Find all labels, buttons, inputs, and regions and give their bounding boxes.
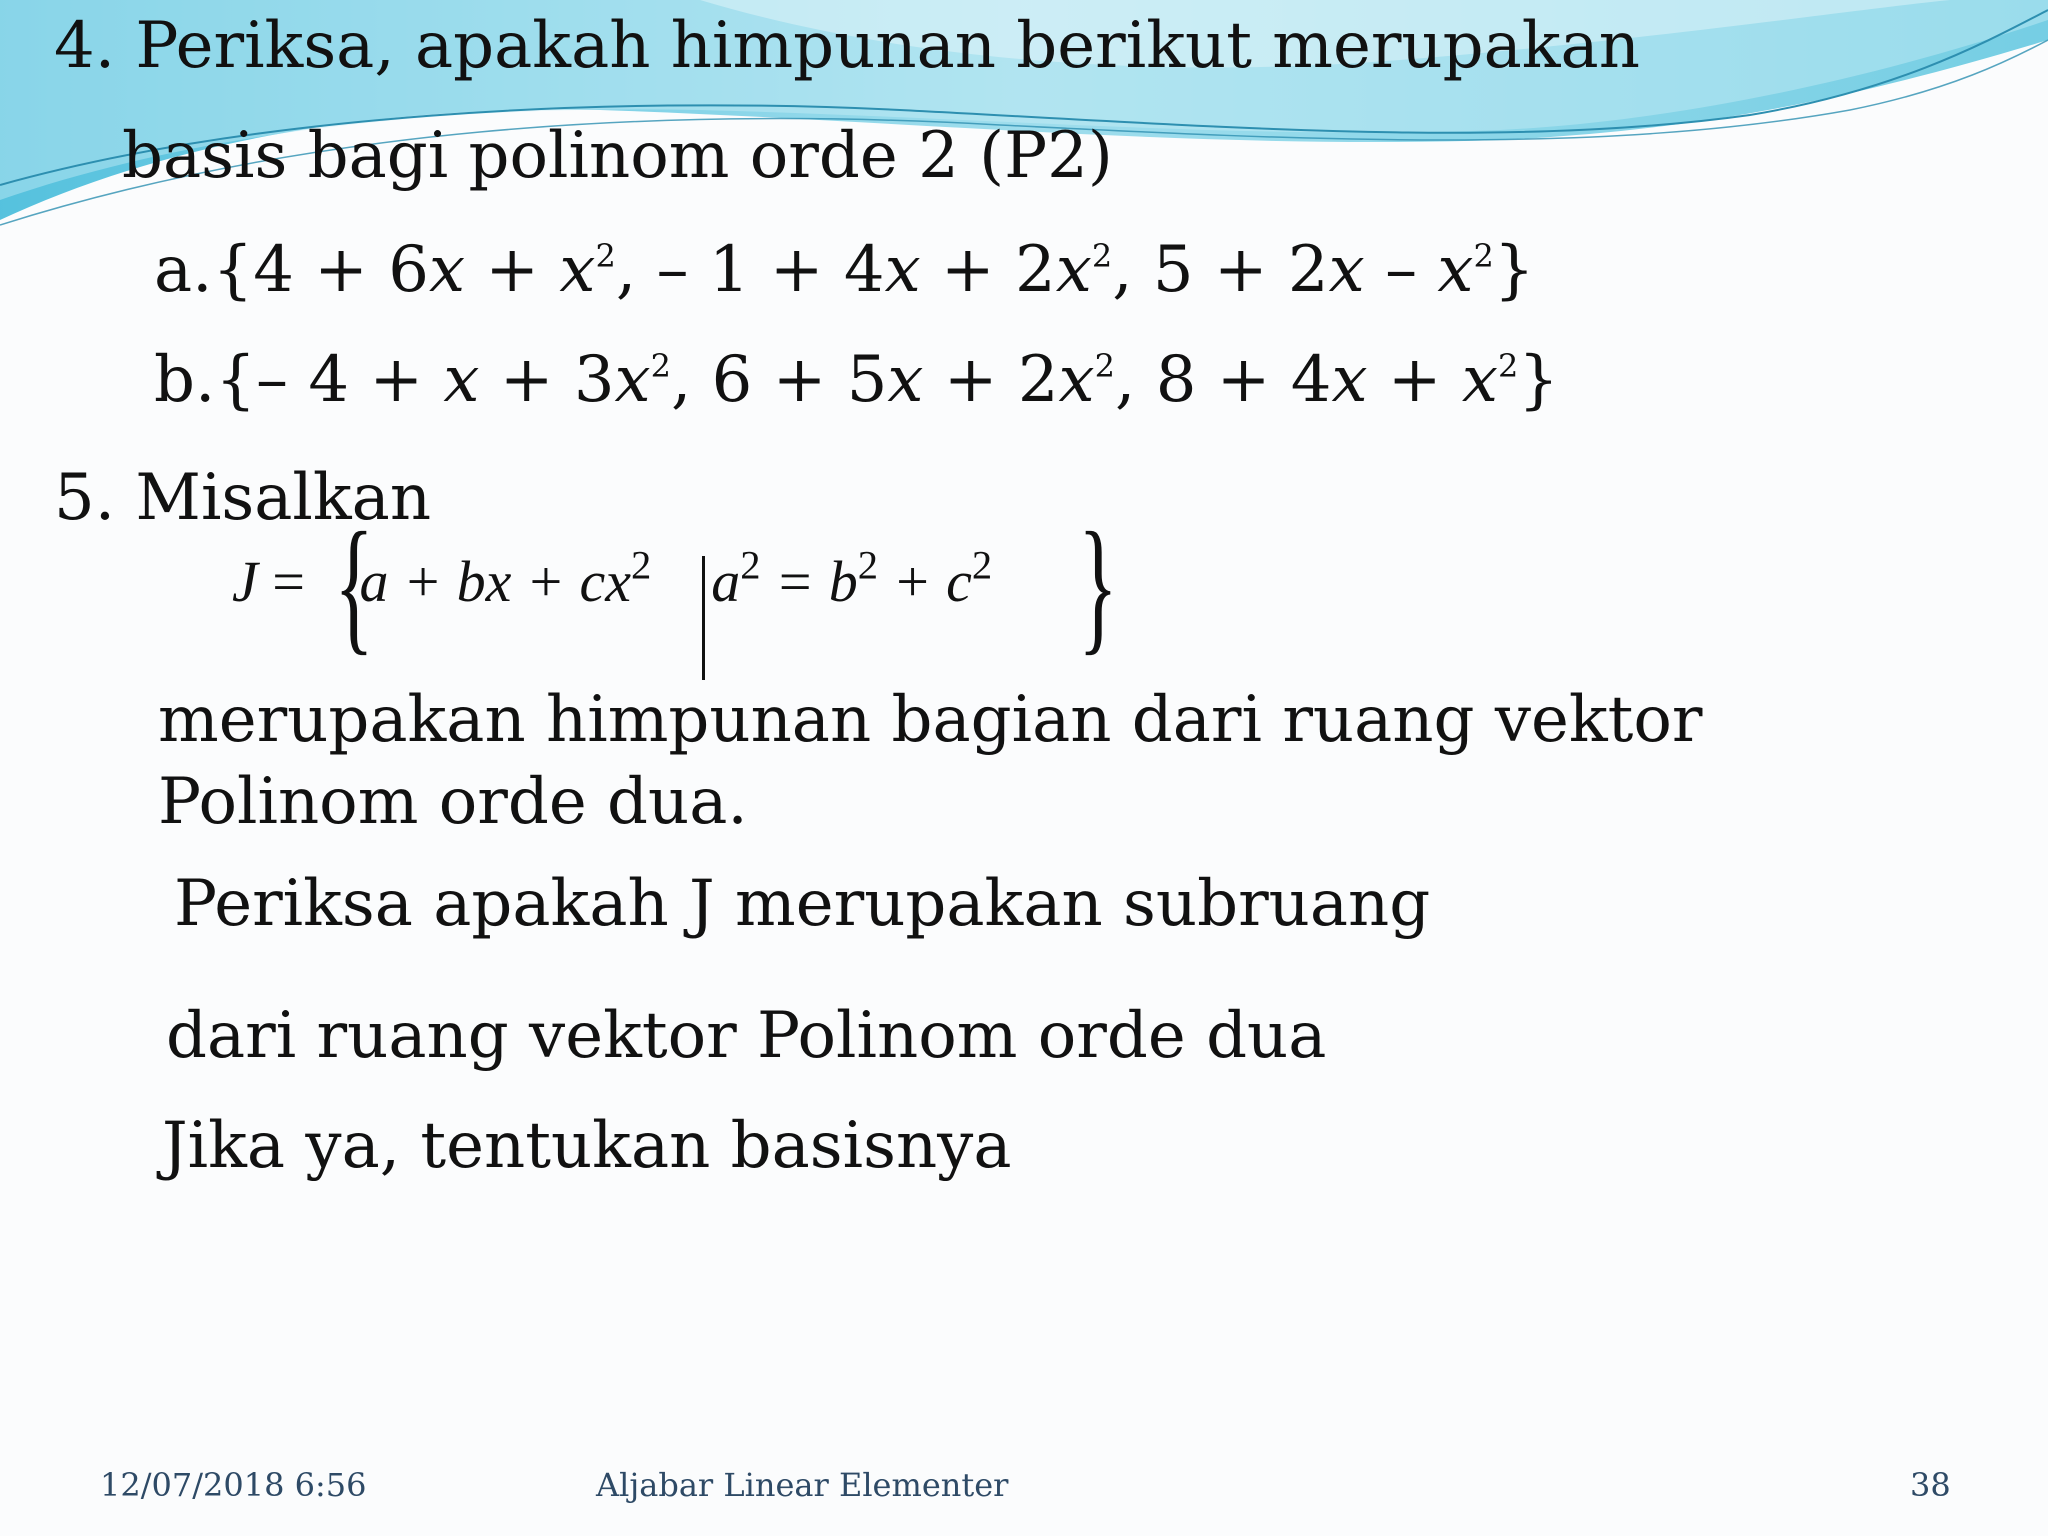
q5-line3: Periksa apakah J merupakan subruang (174, 867, 1431, 941)
q5-line1: merupakan himpunan bagian dari ruang vektor (158, 683, 1703, 757)
left-brace: { (334, 502, 374, 668)
set-builder-bar (702, 556, 705, 680)
footer-title: Aljabar Linear Elementer (596, 1466, 1009, 1504)
footer-page-number: 38 (1910, 1466, 1951, 1504)
footer-date: 12/07/2018 6:56 (100, 1466, 367, 1504)
set-definition-equation: J = { a + bx + $cx^2$ $a^2 = b^2 + c^2$ } (232, 548, 992, 615)
q5-title: 5. Misalkan (54, 461, 432, 535)
q5-line4: dari ruang vektor Polinom orde dua (166, 999, 1327, 1073)
q4-option-a: $a.\{4 + 6x + x^2$, – $1 + 4x + 2x^2$, $5 + 2x - x^2$} (154, 233, 1535, 307)
q4-line2: basis bagi polinom orde 2 (P2) (122, 119, 1113, 193)
right-brace: } (1078, 502, 1118, 668)
q5-line5: Jika ya, tentukan basisnya (162, 1109, 1012, 1183)
q4-line1: 4. Periksa, apakah himpunan berikut merupakan (54, 9, 1640, 83)
q4-option-b: b.{– $4 + x + 3x^2$, $6 + 5x + 2x^2$, $8 + 4x + x^2$} (154, 343, 1560, 417)
q5-line2: Polinom orde dua. (158, 765, 748, 839)
